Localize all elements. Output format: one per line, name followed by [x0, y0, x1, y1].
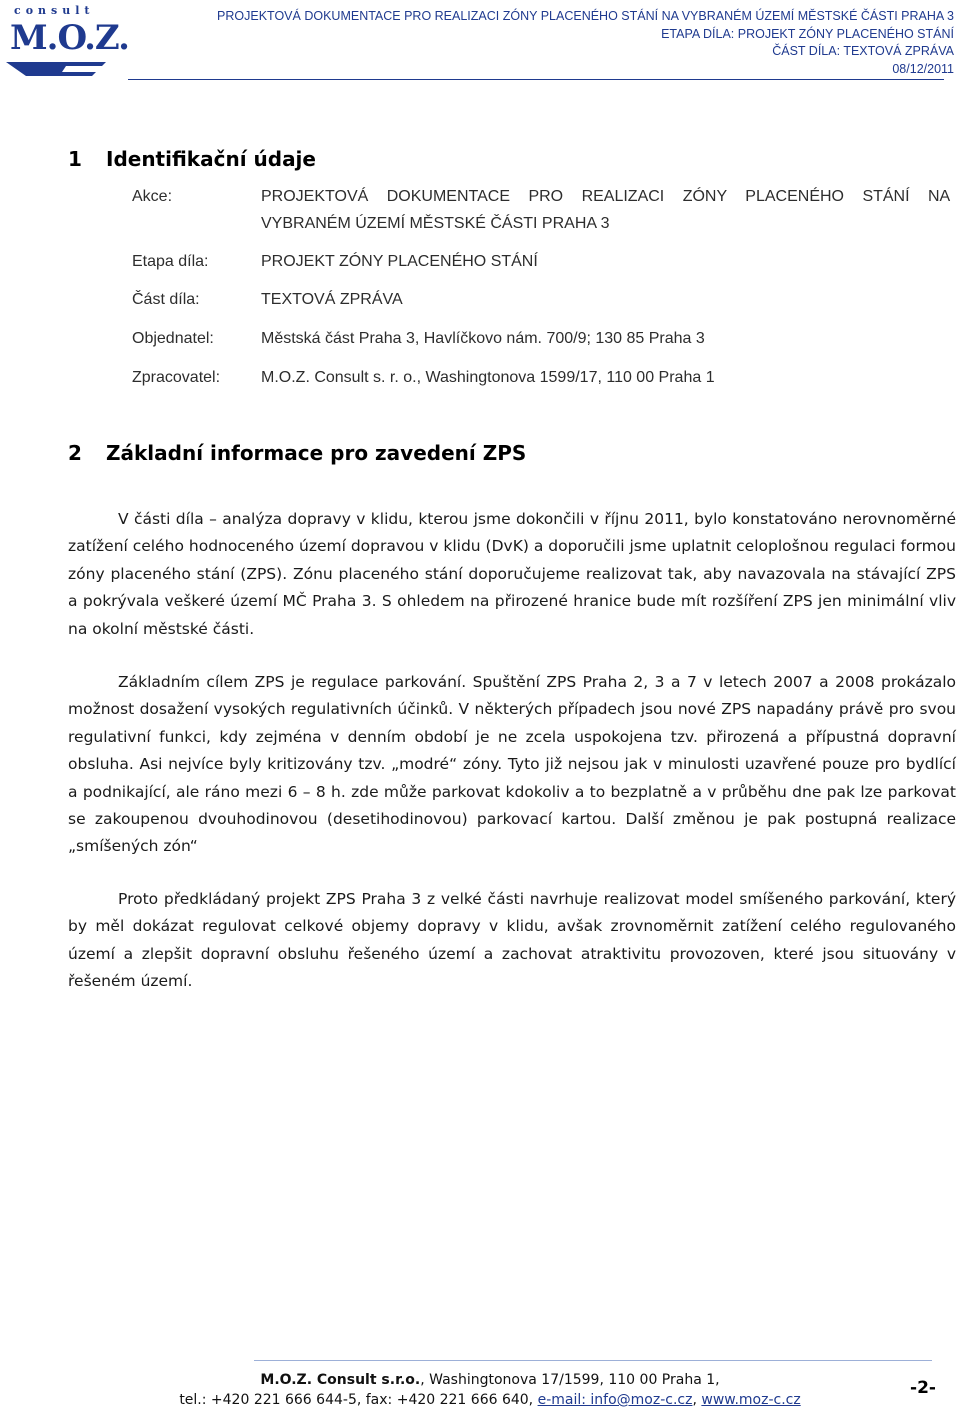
akce-value-line2: VYBRANÉM ÚZEMÍ MĚSTSKÉ ČÁSTI PRAHA 3: [261, 215, 610, 232]
header-date: 08/12/2011: [892, 61, 954, 76]
paragraph-1: [68, 506, 956, 643]
page-header: [0, 0, 960, 80]
section-1-heading: [68, 147, 316, 171]
footer-address: , Washingtonova 17/1599, 110 00 Praha 1,: [420, 1372, 720, 1388]
paragraph-3-text: Proto předkládaný projekt ZPS Praha 3 z velké části navrhuje realizovat model smíšeného parkování, který by měl dokázat regulovat celkové objemy dopravy v klidu, avšak zrovnoměrnit zatížení celého regulovaného území a zlepšit dopravní obsluhu řešeného území a zachovat atraktivitu provozoven, které jsou situovány v řešeném území.: [68, 890, 956, 991]
objednatel-value: Městská část Praha 3, Havlíčkovo nám. 700/9; 130 85 Praha 3: [261, 330, 705, 347]
section-2-title: Základní informace pro zavedení ZPS: [106, 441, 527, 465]
footer-contact: tel.: +420 221 666 644-5, fax: +420 221 666 640,: [179, 1392, 538, 1408]
objednatel-label: Objednatel:: [132, 330, 214, 347]
header-project-title: PROJEKTOVÁ DOKUMENTACE PRO REALIZACI ZÓNY PLACENÉHO STÁNÍ NA VYBRANÉM ÚZEMÍ MĚSTSKÉ ČÁSTI PRAHA 3: [217, 9, 954, 23]
section-2-number: 2: [68, 441, 82, 465]
akce-label: Akce:: [132, 188, 173, 205]
page-footer: [150, 1370, 830, 1410]
cast-value: TEXTOVÁ ZPRÁVA: [261, 291, 403, 308]
footer-separator: ,: [692, 1392, 702, 1408]
zpracovatel-label: Zpracovatel:: [132, 369, 221, 386]
header-part: ČÁST DÍLA: TEXTOVÁ ZPRÁVA: [772, 44, 954, 58]
section-1-title: Identifikační údaje: [106, 147, 316, 171]
footer-line2: [150, 1390, 830, 1410]
footer-company: M.O.Z. Consult s.r.o.: [260, 1372, 421, 1388]
akce-value-line1: [261, 188, 957, 206]
company-logo: [6, 4, 129, 78]
section-2-heading: [68, 441, 526, 465]
logo-swoosh-icon: [6, 56, 116, 78]
footer-rule: [254, 1360, 932, 1361]
logo-moz-text: M.O.Z.: [10, 18, 129, 58]
logo-consult-text: consult: [14, 4, 95, 17]
footer-line1: [150, 1370, 830, 1390]
paragraph-2: [68, 669, 956, 861]
footer-web-link[interactable]: www.moz-c.cz: [701, 1392, 801, 1408]
header-rule: [128, 79, 944, 80]
cast-label: Část díla:: [132, 291, 200, 308]
etapa-label: Etapa díla:: [132, 253, 209, 270]
zpracovatel-value: M.O.Z. Consult s. r. o., Washingtonova 1599/17, 110 00 Praha 1: [261, 369, 715, 386]
paragraph-3: [68, 886, 956, 996]
footer-email-link[interactable]: e-mail: info@moz-c.cz: [537, 1392, 693, 1408]
header-text-block: [217, 8, 954, 78]
etapa-value: PROJEKT ZÓNY PLACENÉHO STÁNÍ: [261, 253, 538, 270]
section-1-number: 1: [68, 147, 82, 171]
paragraph-1-text: V části díla – analýza dopravy v klidu, kterou jsme dokončili v říjnu 2011, bylo konstatováno nerovnoměrné zatížení celého hodnoceného území dopravou v klidu (DvK) a doporučili jsme uplatnit celoplošnou regulaci formou zóny placeného stání (ZPS). Zónu placeného stání doporučujeme realizovat tak, aby navazovala na stávající ZPS a pokrývala veškeré území MČ Praha 3. S ohledem na přirozené hranice bude mít rozšíření ZPS jen minimální vliv na okolní městské části.: [68, 510, 956, 638]
page-number: -2-: [910, 1378, 936, 1398]
akce-value-text1: PROJEKTOVÁ DOKUMENTACE PRO REALIZACI ZÓNY PLACENÉHO STÁNÍ NA: [261, 188, 951, 205]
paragraph-2-text: Základním cílem ZPS je regulace parkování. Spuštění ZPS Praha 2, 3 a 7 v letech 2007 a 2008 prokázalo možnost dosažení vysokých regulativních účinků. V některých případech jsou nové ZPS napadány právě pro svou regulativní funkci, kdy zejména v denním období je ne zcela uspokojena tzv. přirozená a přípustná dopravní obsluha. Asi nejvíce byly kritizovány tzv. „modré“ zóny. Tyto již nejsou jak v minulosti uzavřené pouze pro bydlící a podnikající, ale ráno mezi 6 – 8 h. zde může parkovat kdokoliv a to bezplatně a v průběhu dne pak lze parkovat se zakoupenou dvouhodinovou (desetihodinovou) parkovací kartou. Další změnou je pak postupná realizace „smíšených zón“: [68, 673, 956, 856]
header-stage: ETAPA DÍLA: PROJEKT ZÓNY PLACENÉHO STÁNÍ: [661, 26, 954, 41]
